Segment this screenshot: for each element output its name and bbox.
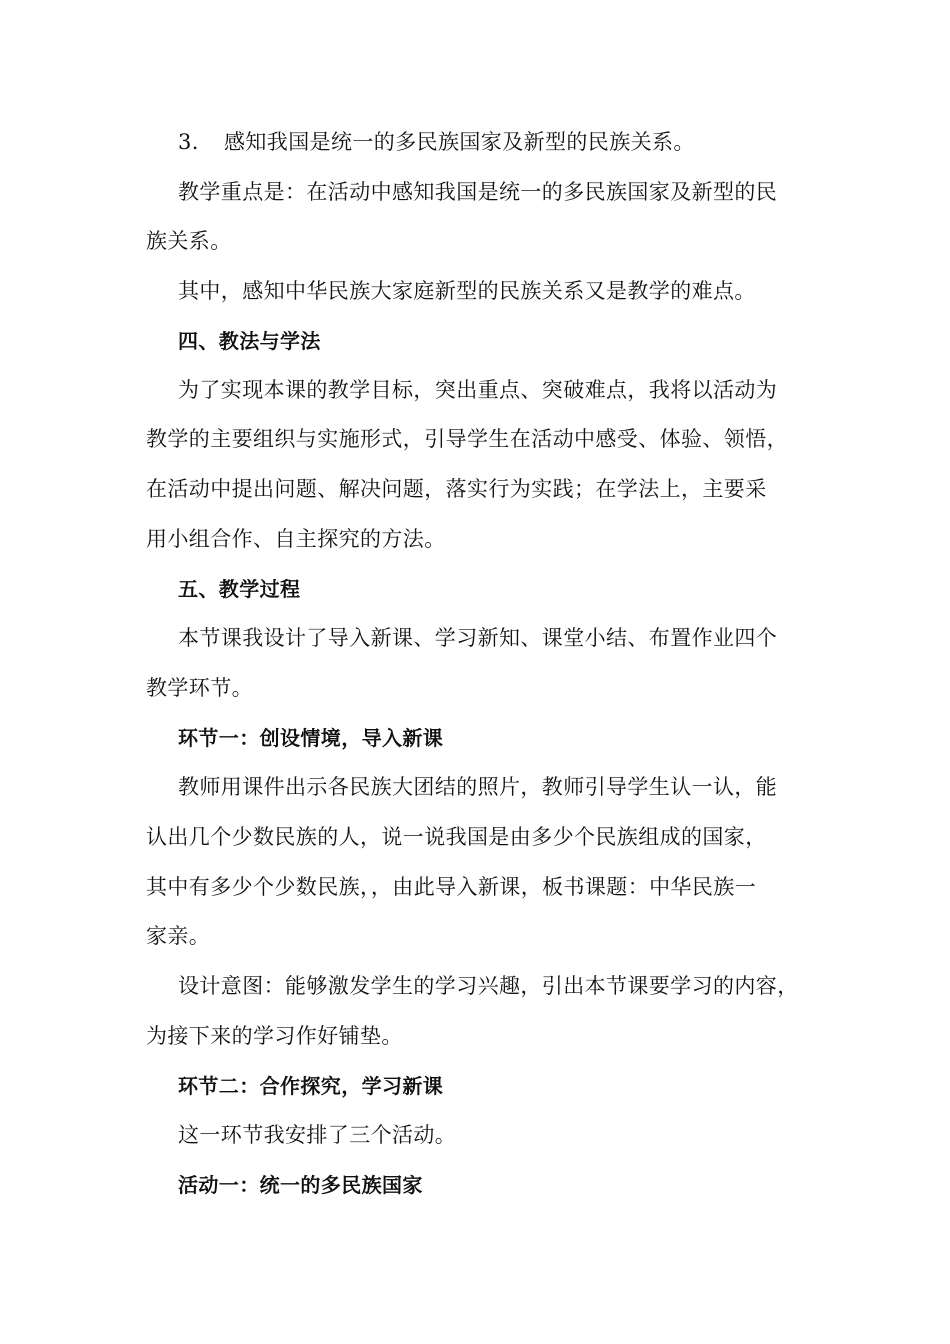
step-1-line-4: 家亲。 [146, 924, 211, 948]
design-intent-line-1: 设计意图：能够激发学生的学习兴趣，引出本节课要学习的内容， [178, 974, 799, 998]
step-1-heading: 环节一：创设情境，导入新课 [178, 726, 444, 750]
section-heading-methods: 四、教法与学法 [178, 329, 321, 353]
activity-1-heading: 活动一：统一的多民族国家 [178, 1173, 423, 1197]
step-1-line-2: 认出几个少数民族的人，说一说我国是由多少个民族组成的国家， [146, 825, 767, 849]
item-text: 感知我国是统一的多民族国家及新型的民族关系。 [224, 130, 695, 154]
step-2-heading: 环节二：合作探究，学习新课 [178, 1074, 444, 1098]
step-1-line-1: 教师用课件出示各民族大团结的照片，教师引导学生认一认，能 [178, 775, 778, 799]
objective-item-3 [178, 127, 695, 157]
methods-line-4: 用小组合作、自主探究的方法。 [146, 527, 446, 551]
process-line-2: 教学环节。 [146, 676, 253, 700]
process-line-1: 本节课我设计了导入新课、学习新知、课堂小结、布置作业四个 [178, 626, 778, 650]
methods-line-3: 在活动中提出问题、解决问题，落实行为实践；在学法上，主要采 [146, 477, 767, 501]
teaching-difficulty: 其中，感知中华民族大家庭新型的民族关系又是教学的难点。 [178, 279, 756, 303]
item-number: 3. [178, 130, 199, 154]
step-2-line-1: 这一环节我安排了三个活动。 [178, 1123, 457, 1147]
teaching-focus-line-1: 教学重点是：在活动中感知我国是统一的多民族国家及新型的民 [178, 180, 778, 204]
section-heading-process: 五、教学过程 [178, 577, 301, 601]
teaching-focus-line-2: 族关系。 [146, 229, 232, 253]
methods-line-1: 为了实现本课的教学目标，突出重点、突破难点，我将以活动为 [178, 378, 778, 402]
methods-line-2: 教学的主要组织与实施形式，引导学生在活动中感受、体验、领悟， [146, 427, 788, 451]
design-intent-line-2: 为接下来的学习作好铺垫。 [146, 1024, 403, 1048]
step-1-line-3: 其中有多少个少数民族，，由此导入新课，板书课题：中华民族一 [146, 875, 757, 899]
